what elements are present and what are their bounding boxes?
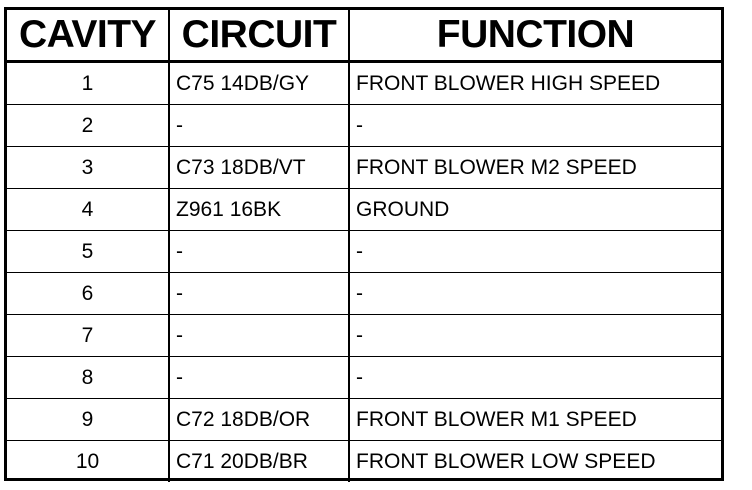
table-row bbox=[7, 315, 721, 357]
header-function: FUNCTION bbox=[349, 10, 721, 62]
table-row bbox=[7, 147, 721, 189]
connector-pinout-table bbox=[4, 7, 724, 481]
table-row bbox=[7, 273, 721, 315]
circuit-cell: - bbox=[169, 273, 349, 315]
function-cell: GROUND bbox=[349, 189, 721, 231]
function-cell: FRONT BLOWER HIGH SPEED bbox=[356, 71, 661, 95]
circuit-cell: - bbox=[169, 315, 349, 357]
circuit-cell: - bbox=[169, 231, 349, 273]
cavity-cell: 3 bbox=[7, 147, 169, 189]
function-cell: FRONT BLOWER LOW SPEED bbox=[349, 441, 721, 483]
cavity-cell: 1 bbox=[7, 62, 169, 105]
header-circuit: CIRCUIT bbox=[169, 10, 349, 62]
function-cell: - bbox=[349, 357, 721, 399]
table-row bbox=[7, 441, 721, 483]
cavity-cell: 7 bbox=[7, 315, 169, 357]
cavity-cell: 2 bbox=[7, 105, 169, 147]
table-row bbox=[7, 357, 721, 399]
function-cell: - bbox=[349, 273, 721, 315]
cavity-cell: 6 bbox=[7, 273, 169, 315]
circuit-cell: Z961 16BK bbox=[169, 189, 349, 231]
header-cavity: CAVITY bbox=[7, 10, 169, 62]
header-row bbox=[7, 10, 721, 62]
function-cell: - bbox=[349, 315, 721, 357]
table-row bbox=[7, 231, 721, 273]
cavity-cell: 5 bbox=[7, 231, 169, 273]
circuit-cell: - bbox=[169, 105, 349, 147]
function-cell: - bbox=[349, 105, 721, 147]
table-row bbox=[7, 399, 721, 441]
table-row bbox=[7, 62, 721, 105]
circuit-cell: - bbox=[169, 357, 349, 399]
cavity-cell: 8 bbox=[7, 357, 169, 399]
table-row bbox=[7, 189, 721, 231]
function-cell: - bbox=[349, 231, 721, 273]
function-cell: FRONT BLOWER M2 SPEED bbox=[349, 147, 721, 189]
function-cell: FRONT BLOWER M1 SPEED bbox=[349, 399, 721, 441]
circuit-cell: C75 14DB/GY bbox=[169, 62, 349, 105]
circuit-cell: C72 18DB/OR bbox=[169, 399, 349, 441]
pinout-table bbox=[7, 10, 721, 482]
cavity-cell: 9 bbox=[7, 399, 169, 441]
circuit-cell: C73 18DB/VT bbox=[169, 147, 349, 189]
circuit-cell: C71 20DB/BR bbox=[169, 441, 349, 483]
cavity-cell: 4 bbox=[7, 189, 169, 231]
cavity-cell: 10 bbox=[7, 441, 169, 483]
table-row bbox=[7, 105, 721, 147]
